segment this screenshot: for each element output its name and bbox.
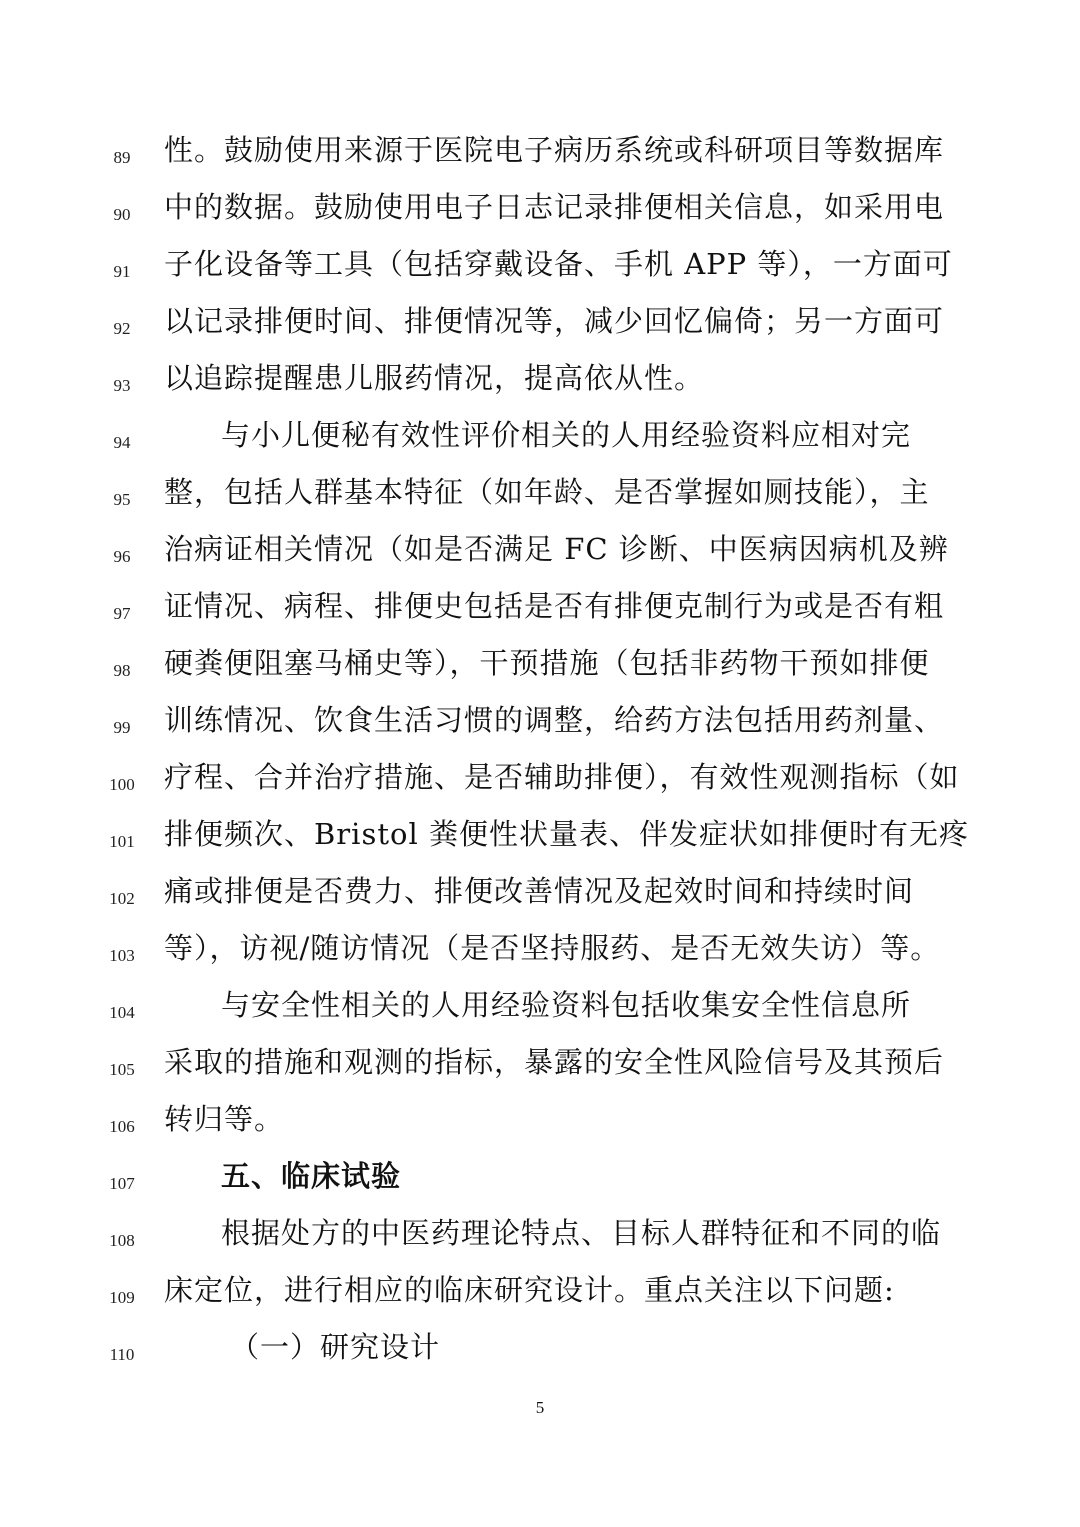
line-text: 采取的措施和观测的指标，暴露的安全性风险信号及其预后 [164, 1045, 945, 1079]
line-number: 105 [109, 1060, 135, 1079]
line-text: 转归等。 [164, 1102, 285, 1136]
line-number: 98 [113, 661, 131, 680]
line-number: 90 [113, 205, 131, 224]
section-heading: 五、临床试验 [221, 1159, 402, 1193]
text-line [0, 869, 1080, 925]
line-text: 与小儿便秘有效性评价相关的人用经验资料应相对完 [221, 418, 912, 452]
text-line [0, 584, 1080, 640]
page-number: 5 [535, 1398, 545, 1417]
line-number: 94 [113, 433, 131, 452]
line-number: 110 [109, 1345, 135, 1364]
line-number: 101 [109, 832, 135, 851]
subsection-heading-line [0, 1325, 1080, 1381]
text-line [0, 926, 1080, 982]
line-number: 89 [113, 148, 131, 167]
text-line [0, 242, 1080, 298]
line-text: 疗程、合并治疗措施、是否辅助排便），有效性观测指标（如 [164, 760, 960, 794]
line-number: 97 [113, 604, 131, 623]
line-text: 整，包括人群基本特征（如年龄、是否掌握如厕技能），主 [164, 475, 930, 509]
text-line [0, 527, 1080, 583]
text-line [0, 1211, 1080, 1267]
text-line [0, 470, 1080, 526]
line-number: 108 [109, 1231, 135, 1250]
subsection-heading: （一）研究设计 [230, 1330, 441, 1364]
text-line [0, 1040, 1080, 1096]
text-line [0, 1097, 1080, 1153]
text-line [0, 299, 1080, 355]
text-line [0, 698, 1080, 754]
line-number: 96 [113, 547, 131, 566]
line-number: 104 [109, 1003, 135, 1022]
line-text: 硬粪便阻塞马桶史等），干预措施（包括非药物干预如排便 [164, 646, 930, 680]
line-number: 102 [109, 889, 135, 908]
text-line [0, 812, 1080, 868]
text-line [0, 1268, 1080, 1324]
line-number: 106 [109, 1117, 135, 1136]
line-text: 与安全性相关的人用经验资料包括收集安全性信息所 [221, 988, 912, 1022]
section-heading-line [0, 1154, 1080, 1210]
text-line [0, 356, 1080, 412]
line-text: 训练情况、饮食生活习惯的调整，给药方法包括用药剂量、 [164, 703, 945, 737]
text-line [0, 185, 1080, 241]
line-number: 107 [109, 1174, 135, 1193]
text-line [0, 641, 1080, 697]
line-text: 床定位，进行相应的临床研究设计。重点关注以下问题: [164, 1273, 895, 1307]
line-number: 93 [113, 376, 131, 395]
line-text: 证情况、病程、排便史包括是否有排便克制行为或是否有粗 [164, 589, 945, 623]
text-line [0, 128, 1080, 184]
line-text: 性。鼓励使用来源于医院电子病历系统或科研项目等数据库 [164, 133, 945, 167]
line-text: 痛或排便是否费力、排便改善情况及起效时间和持续时间 [164, 874, 915, 908]
line-text: 根据处方的中医药理论特点、目标人群特征和不同的临 [221, 1216, 942, 1250]
line-number: 109 [109, 1288, 135, 1307]
text-line [0, 983, 1080, 1039]
line-text: 以追踪提醒患儿服药情况，提高依从性。 [164, 361, 705, 395]
line-number: 91 [113, 262, 131, 281]
text-line [0, 413, 1080, 469]
line-text: 子化设备等工具（包括穿戴设备、手机 APP 等），一方面可 [164, 247, 953, 281]
line-number: 100 [109, 775, 135, 794]
text-line [0, 755, 1080, 811]
line-number: 95 [113, 490, 131, 509]
line-text: 排便频次、Bristol 粪便性状量表、伴发症状如排便时有无疼 [164, 817, 969, 851]
line-text: 以记录排便时间、排便情况等，减少回忆偏倚；另一方面可 [164, 304, 945, 338]
line-number: 103 [109, 946, 135, 965]
line-text: 等），访视/随访情况（是否坚持服药、是否无效失访）等。 [164, 931, 941, 965]
line-number: 99 [113, 718, 131, 737]
line-text: 中的数据。鼓励使用电子日志记录排便相关信息，如采用电 [164, 190, 945, 224]
line-text: 治病证相关情况（如是否满足 FC 诊断、中医病因病机及辨 [164, 532, 949, 566]
line-number: 92 [113, 319, 131, 338]
